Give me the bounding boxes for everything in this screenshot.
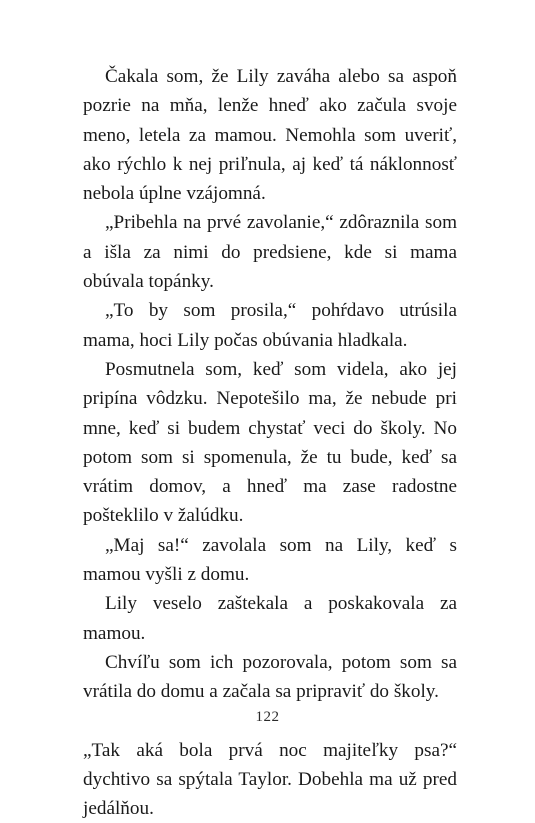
paragraph-2: „Pribehla na prvé zavolanie,“ zdôraznila som a išla za nimi do predsiene, kde si mama obúvala topánky. xyxy=(83,212,457,293)
paragraph-6: Lily veselo zaštekala a poskakovala za mamou. xyxy=(83,593,457,644)
paragraph-1: Čakala som, že Lily zaváha alebo sa aspoň pozrie na mňa, lenže hneď ako začula svoje meno, letela za mamou. Nemohla som uveriť, ako rýchlo k nej priľnula, aj keď tá náklonnosť nebola úplne vzájomná. xyxy=(83,66,457,205)
paragraph-3: „To by som prosila,“ pohŕdavo utrúsila mama, hoci Lily počas obúvania hladkala. xyxy=(83,300,457,351)
paragraph-8: „Tak aká bola prvá noc majiteľky psa?“ dychtivo sa spýtala Taylor. Dobehla ma už pred jedálňou. xyxy=(83,739,457,820)
paragraph-4: Posmutnela som, keď som videla, ako jej pripína vôdzku. Nepotešilo ma, že nebude pri mne, keď si budem chystať veci do školy. No potom som si spomenula, že tu bude, keď sa vrátim domov, a hneď ma zase radostne pošteklilo v žalúdku. xyxy=(83,358,457,527)
paragraph-5: „Maj sa!“ zavolala som na Lily, keď s mamou vyšli z domu. xyxy=(83,534,457,586)
book-page xyxy=(83,62,457,820)
paragraph-7: Chvíľu som ich pozorovala, potom som sa vrátila do domu a začala sa pripraviť do školy. xyxy=(83,651,457,703)
page-number: 122 xyxy=(255,709,280,725)
